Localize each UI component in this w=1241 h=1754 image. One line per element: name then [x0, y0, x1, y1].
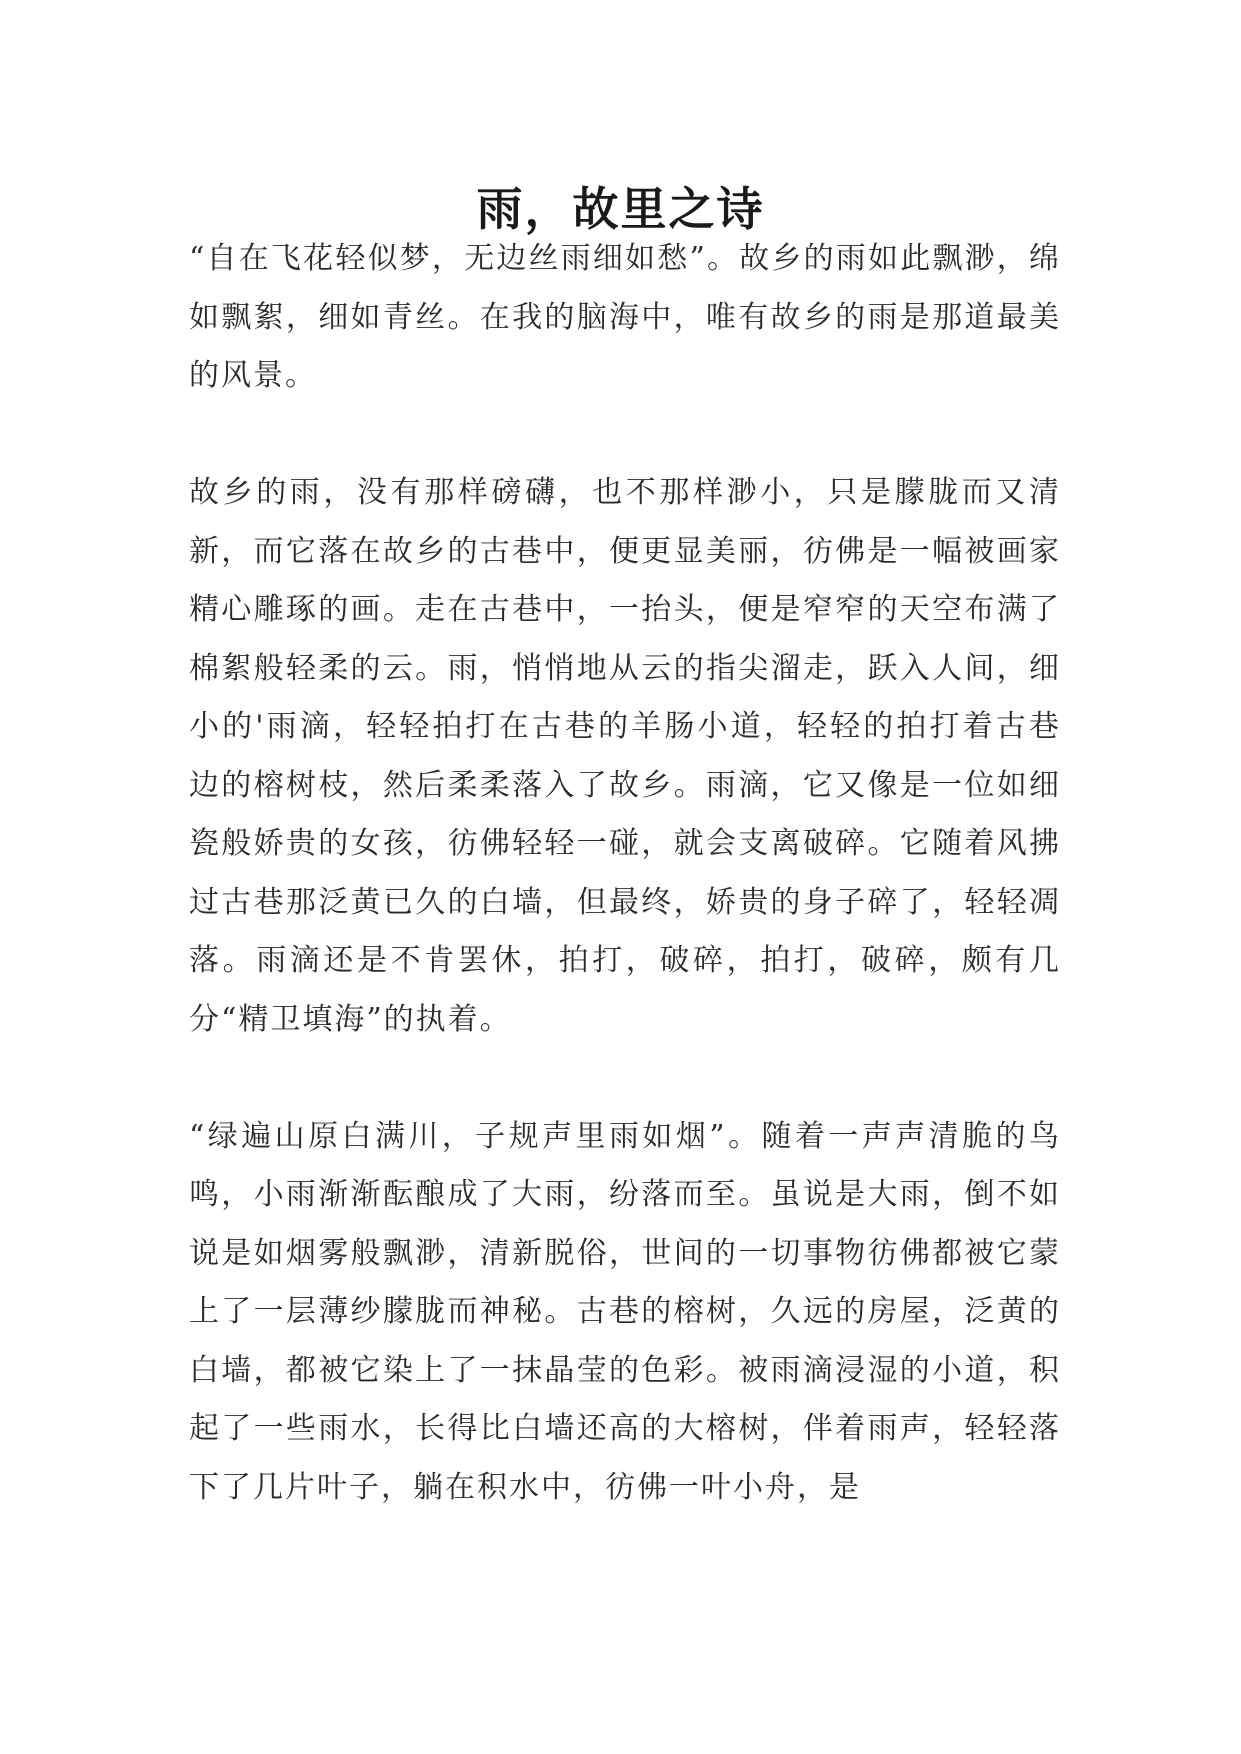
paragraph: “绿遍山原白满川，子规声里雨如烟”。随着一声声清脆的鸟鸣，小雨渐渐酝酿成了大雨，纷落而至。虽说是大雨，倒不如说是如烟雾般飘渺，清新脱俗，世间的一切事物彷佛都被它蒙上了一层薄纱朦胧而神秘。古巷的榕树，久远的房屋，泛黄的白墙，都被它染上了一抹晶莹的色彩。被雨滴浸湿的小道，积起了一些雨水，长得比白墙还高的大榕树，伴着雨声，轻轻落下了几片叶子，躺在积水中，彷佛一叶小舟，是	[189, 1118, 1061, 1505]
document-title: 雨，故里之诗	[476, 181, 765, 236]
paragraph: “自在飞花轻似梦，无边丝雨细如愁”。故乡的雨如此飘渺，绵如飘絮，细如青丝。在我的脑海中，唯有故乡的雨是那道最美的风景。	[189, 241, 1061, 393]
document-body	[189, 230, 1061, 1517]
paragraph: 故乡的雨，没有那样磅礴，也不那样渺小，只是朦胧而又清新，而它落在故乡的古巷中，便更显美丽，彷佛是一幅被画家精心雕琢的画。走在古巷中，一抬头，便是窄窄的天空布满了棉絮般轻柔的云。雨，悄悄地从云的指尖溜走，跃入人间，细小的'雨滴，轻轻拍打在古巷的羊肠小道，轻轻的拍打着古巷边的榕树枝，然后柔柔落入了故乡。雨滴，它又像是一位如细瓷般娇贵的女孩，彷佛轻轻一碰，就会支离破碎。它随着风拂过古巷那泛黄已久的白墙，但最终，娇贵的身子碎了，轻轻凋落。雨滴还是不肯罢休，拍打，破碎，拍打，破碎，颇有几分“精卫填海”的执着。	[189, 475, 1061, 1037]
